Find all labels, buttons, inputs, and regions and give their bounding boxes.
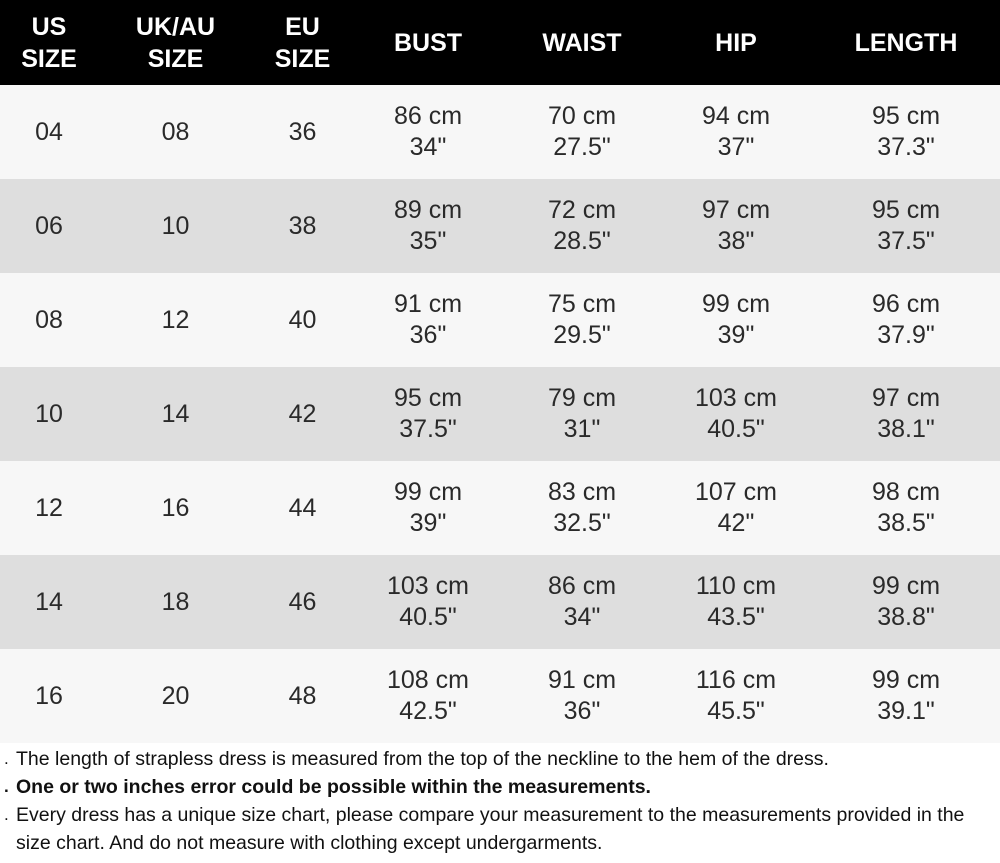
header-uk-line2: SIZE <box>147 44 204 73</box>
waist-cm-value: 75 cm <box>547 290 617 318</box>
bust-inch-value: 40.5" <box>399 603 457 631</box>
us-size-cell: 10 <box>35 399 63 428</box>
bust-inch-value: 39" <box>409 509 447 537</box>
eu-size-cell: 42 <box>288 399 317 428</box>
waist-cell <box>504 179 660 273</box>
bullet-icon: . <box>4 777 9 796</box>
bust-inch-value: 42.5" <box>399 697 457 725</box>
length-cell <box>812 555 1000 649</box>
header-waist: WAIST <box>542 28 622 57</box>
hip-inch-value: 39" <box>717 321 755 349</box>
waist-inch-value: 28.5" <box>553 227 611 255</box>
length-inch-value: 39.1" <box>877 697 935 725</box>
length-cell <box>812 179 1000 273</box>
hip-cell <box>660 555 812 649</box>
hip-cm-value: 107 cm <box>695 478 777 506</box>
waist-cm-value: 79 cm <box>547 384 617 412</box>
length-inch-value: 37.5" <box>877 227 935 255</box>
waist-cell <box>504 85 660 179</box>
length-cell <box>812 273 1000 367</box>
bust-cm-value: 95 cm <box>393 384 463 412</box>
waist-cm-value: 72 cm <box>547 196 617 224</box>
waist-inch-value: 34" <box>563 603 601 631</box>
length-cm-value: 99 cm <box>871 666 941 694</box>
waist-inch-value: 36" <box>563 697 601 725</box>
length-cell <box>812 367 1000 461</box>
table-row <box>0 85 1000 179</box>
length-cm-value: 99 cm <box>871 572 941 600</box>
waist-inch-value: 27.5" <box>553 133 611 161</box>
header-uk-line1: UK/AU <box>135 12 216 41</box>
hip-cell <box>660 461 812 555</box>
table-row <box>0 273 1000 367</box>
hip-inch-value: 37" <box>717 133 755 161</box>
eu-size-cell: 44 <box>288 493 317 522</box>
hip-cm-value: 103 cm <box>695 384 777 412</box>
table-row <box>0 555 1000 649</box>
hip-cm-value: 116 cm <box>695 666 777 694</box>
waist-cell <box>504 461 660 555</box>
bust-inch-value: 35" <box>409 227 447 255</box>
hip-cell <box>660 367 812 461</box>
note-item <box>0 801 1000 857</box>
waist-inch-value: 29.5" <box>553 321 611 349</box>
hip-cm-value: 99 cm <box>701 290 771 318</box>
length-cm-value: 98 cm <box>871 478 941 506</box>
uk-au-size-cell: 18 <box>161 587 190 616</box>
note-text: Every dress has a unique size chart, please compare your measurement to the measurements provided in the size chart. And do not measure with clothing except undergarments. <box>16 804 965 854</box>
us-size-cell: 12 <box>35 493 63 522</box>
waist-cell <box>504 367 660 461</box>
table-body <box>0 85 1000 743</box>
header-eu-line2: SIZE <box>274 44 331 73</box>
header-us-line1: US <box>31 12 67 41</box>
waist-cm-value: 70 cm <box>547 102 617 130</box>
us-size-cell: 06 <box>35 211 63 240</box>
uk-au-size-cell: 20 <box>161 681 190 710</box>
uk-au-size-cell: 16 <box>161 493 190 522</box>
length-inch-value: 38.1" <box>877 415 935 443</box>
hip-inch-value: 38" <box>717 227 755 255</box>
length-inch-value: 37.3" <box>877 133 935 161</box>
bust-cell <box>352 555 504 649</box>
bust-inch-value: 36" <box>409 321 447 349</box>
hip-cm-value: 110 cm <box>695 572 777 600</box>
uk-au-size-cell: 08 <box>161 117 190 146</box>
hip-cm-value: 94 cm <box>701 102 771 130</box>
length-inch-value: 37.9" <box>877 321 935 349</box>
bust-cell <box>352 367 504 461</box>
header-eu-size <box>253 0 352 85</box>
header-eu-line1: EU <box>285 12 320 41</box>
table-row <box>0 179 1000 273</box>
eu-size-cell: 36 <box>288 117 317 146</box>
bust-cm-value: 108 cm <box>387 666 469 694</box>
us-size-cell: 08 <box>35 305 63 334</box>
eu-size-cell: 38 <box>288 211 317 240</box>
bust-cell <box>352 461 504 555</box>
eu-size-cell: 46 <box>288 587 317 616</box>
hip-cm-value: 97 cm <box>701 196 771 224</box>
waist-cell <box>504 273 660 367</box>
hip-cell <box>660 273 812 367</box>
length-inch-value: 38.8" <box>877 603 935 631</box>
bust-inch-value: 37.5" <box>399 415 457 443</box>
hip-cell <box>660 85 812 179</box>
length-cell <box>812 649 1000 743</box>
header-row <box>0 0 1000 85</box>
table-row <box>0 367 1000 461</box>
bust-cm-value: 86 cm <box>393 102 463 130</box>
length-cm-value: 95 cm <box>871 196 941 224</box>
hip-inch-value: 40.5" <box>707 415 765 443</box>
hip-inch-value: 42" <box>717 509 755 537</box>
bust-cm-value: 99 cm <box>393 478 463 506</box>
length-cm-value: 95 cm <box>871 102 941 130</box>
eu-size-cell: 40 <box>288 305 317 334</box>
bust-cell <box>352 85 504 179</box>
hip-cell <box>660 179 812 273</box>
header-length: LENGTH <box>854 28 958 57</box>
uk-au-size-cell: 10 <box>161 211 190 240</box>
bullet-icon: . <box>4 805 9 824</box>
bust-cell <box>352 649 504 743</box>
note-text: The length of strapless dress is measured from the top of the neckline to the hem of the dress. <box>16 748 829 770</box>
header-hip: HIP <box>715 28 757 57</box>
notes-list <box>0 745 1000 857</box>
header-us-line2: SIZE <box>21 44 77 73</box>
us-size-cell: 04 <box>35 117 63 146</box>
waist-inch-value: 31" <box>563 415 601 443</box>
bust-inch-value: 34" <box>409 133 447 161</box>
waist-inch-value: 32.5" <box>553 509 611 537</box>
length-cm-value: 97 cm <box>871 384 941 412</box>
waist-cell <box>504 649 660 743</box>
hip-inch-value: 45.5" <box>707 697 765 725</box>
length-cell <box>812 85 1000 179</box>
bust-cm-value: 91 cm <box>393 290 463 318</box>
table-row <box>0 461 1000 555</box>
bust-cell <box>352 273 504 367</box>
us-size-cell: 16 <box>35 681 63 710</box>
length-cell <box>812 461 1000 555</box>
hip-cell <box>660 649 812 743</box>
length-inch-value: 38.5" <box>877 509 935 537</box>
waist-cm-value: 83 cm <box>547 478 617 506</box>
header-bust: BUST <box>393 28 463 57</box>
table-row <box>0 649 1000 743</box>
length-cm-value: 96 cm <box>871 290 941 318</box>
waist-cm-value: 86 cm <box>547 572 617 600</box>
bullet-icon: . <box>4 749 9 768</box>
us-size-cell: 14 <box>35 587 63 616</box>
bust-cm-value: 89 cm <box>393 196 463 224</box>
note-text: One or two inches error could be possible within the measurements. <box>16 776 651 798</box>
bust-cm-value: 103 cm <box>387 572 469 600</box>
header-uk-au-size <box>98 0 253 85</box>
note-item <box>0 745 1000 773</box>
note-item <box>0 773 1000 801</box>
waist-cm-value: 91 cm <box>547 666 617 694</box>
hip-inch-value: 43.5" <box>707 603 765 631</box>
table-header <box>0 0 1000 85</box>
uk-au-size-cell: 12 <box>161 305 190 334</box>
eu-size-cell: 48 <box>288 681 317 710</box>
header-us-size <box>0 0 98 85</box>
bust-cell <box>352 179 504 273</box>
uk-au-size-cell: 14 <box>161 399 190 428</box>
waist-cell <box>504 555 660 649</box>
